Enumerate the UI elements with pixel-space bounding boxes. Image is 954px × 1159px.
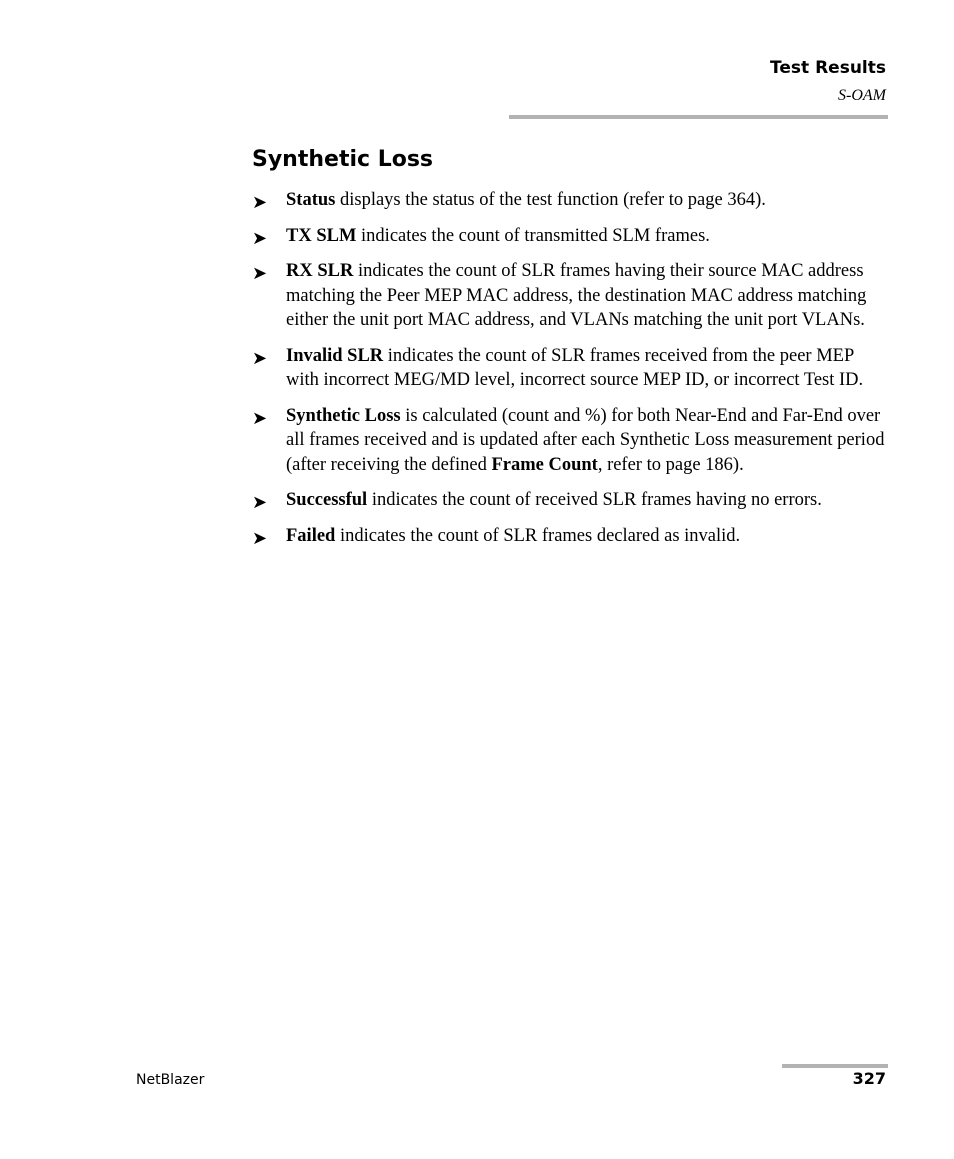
bullet-text: indicates the count of SLR frames declared as invalid. bbox=[335, 525, 741, 546]
bullet-text-continued: , refer to page 186). bbox=[597, 454, 744, 475]
bullet-text: indicates the count of SLR frames having their source MAC address matching the Peer MEP MAC address, the destination MAC address matching either the unit port MAC address, and VLANs matching the unit port VLANs. bbox=[286, 261, 867, 330]
bullet-text: indicates the count of transmitted SLM frames. bbox=[356, 225, 710, 246]
bullet-text: is calculated (count and %) for both Near-End and Far-End over all frames received and is updated after each Synthetic Loss measurement period (after receiving the defined bbox=[286, 405, 885, 475]
bullet-item bbox=[252, 224, 888, 249]
footer-product-name: NetBlazer bbox=[136, 1072, 205, 1088]
bullet-term: Status bbox=[286, 190, 336, 210]
bullet-item bbox=[252, 404, 888, 478]
bullet-item bbox=[252, 188, 888, 213]
arrow-bullet-icon: ➤ bbox=[252, 192, 268, 213]
bullet-item bbox=[252, 488, 888, 513]
bullet-term: Invalid SLR bbox=[286, 345, 384, 366]
bullet-item bbox=[252, 344, 888, 393]
bullet-text: indicates the count of SLR frames received from the peer MEP with incorrect MEG/MD level, incorrect source MEP ID, or incorrect Test ID. bbox=[286, 345, 864, 390]
header-divider bbox=[509, 115, 888, 119]
bullet-term: Failed bbox=[286, 525, 336, 546]
arrow-bullet-icon: ➤ bbox=[252, 263, 268, 284]
arrow-bullet-icon: ➤ bbox=[252, 407, 268, 429]
running-header bbox=[770, 56, 886, 107]
bullet-term-inline: Frame Count bbox=[491, 454, 598, 475]
arrow-bullet-icon: ➤ bbox=[252, 347, 268, 369]
bullet-list bbox=[252, 188, 888, 559]
arrow-bullet-icon: ➤ bbox=[252, 227, 268, 249]
bullet-item bbox=[252, 524, 888, 549]
bullet-term: TX SLM bbox=[286, 225, 357, 246]
bullet-term: RX SLR bbox=[286, 261, 354, 281]
bullet-term: Synthetic Loss bbox=[286, 405, 401, 426]
bullet-term: Successful bbox=[286, 490, 368, 510]
section-title: Synthetic Loss bbox=[252, 147, 434, 172]
bullet-item bbox=[252, 259, 888, 333]
header-subtitle: S-OAM bbox=[838, 87, 886, 104]
header-title: Test Results bbox=[770, 58, 886, 78]
bullet-text: displays the status of the test function (refer to page 364). bbox=[335, 190, 766, 210]
arrow-bullet-icon: ➤ bbox=[252, 527, 268, 549]
arrow-bullet-icon: ➤ bbox=[252, 492, 268, 513]
bullet-text: indicates the count of received SLR frames having no errors. bbox=[367, 490, 822, 510]
page-number: 327 bbox=[852, 1069, 886, 1088]
